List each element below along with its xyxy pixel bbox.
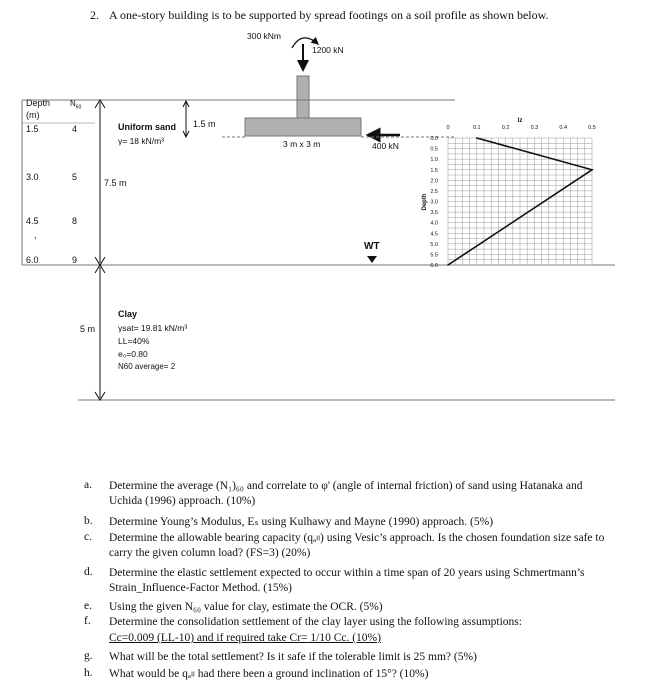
y-tick-label: 1.0 [430,157,438,164]
sand-thickness: 7.5 m [104,178,127,188]
x-tick-label: 0.3 [530,125,539,131]
y-tick-label: 5.0 [430,241,438,248]
n-row-1: 4 [72,124,78,134]
x-tick-label: 0.2 [501,125,510,131]
depth-header: Depth [26,98,51,108]
depth-unit: (m) [26,110,40,120]
iz-axis-label: Iz [517,118,523,124]
question-text: What will be the total settlement? Is it safe if the tolerable limit is 25 mm? (5%) [109,651,477,663]
question-letter: a. [84,479,92,491]
iz-point [447,264,449,266]
depth-row-3: 4.5 [26,216,39,226]
question-letter: c. [84,531,92,543]
horizontal-load-label: 400 kN [372,141,399,151]
question-letter: h. [84,667,93,679]
footing [245,118,361,136]
question-text: Cc=0.009 (LL-10) and if required take Cr= 1/10 Cc. (10%) [109,632,381,644]
x-tick-label: 0 [446,125,450,131]
question-letter: g. [84,650,93,662]
n-row-2: 5 [72,172,78,182]
footing-size-label: 3 m x 3 m [283,139,321,149]
depth-row-2: 3.0 [26,172,39,182]
iz-point [591,169,593,171]
question-text: Determine Young’s Modulus, Eₛ using Kulhawy and Mayne (1990) approach. (5%) [109,516,494,528]
y-tick-label: 4.5 [430,231,438,238]
y-tick-label: 2.0 [430,178,438,185]
iz-point [476,137,478,139]
axial-load-label: 1200 kN [312,45,344,55]
y-tick-label: 3.0 [430,199,438,206]
question-letter: d. [84,566,93,578]
question-text: Determine the average (N₁)₆₀ and correlate to φ' (angle of internal friction) of sand using Hatanaka and Uchida (1996) approach. (10%) [109,480,583,507]
question-text: Determine the elastic settlement expected to occur within a time span of 20 years using Schmertmann’s Strain_Influence-Factor Method. (15%) [109,567,585,594]
question-letter: e. [84,600,92,612]
y-tick-label: 2.5 [430,188,438,195]
question-text: Determine the allowable bearing capacity (qₐₗₗ) using Vesic’s approach. Is the chosen foundation size safe to carry the given column load? (FS=3) (20%) [109,532,605,559]
clay-ll: LL=40% [118,336,150,346]
depth-row-1: 1.5 [26,124,39,134]
question-text: What would be qₐₗₗ had there been a ground inclination of 15°? (10%) [109,668,429,680]
y-tick-label: 4.0 [430,220,438,227]
iz-chart [422,118,596,269]
question-letter: b. [84,515,93,527]
clay-gamma-sat: γsat= 19.81 kN/m³ [118,323,188,333]
sand-name: Uniform sand [118,122,177,132]
x-tick-label: 0.5 [588,125,596,131]
x-tick-label: 0.4 [559,125,568,131]
n60-header: $N_{60}$ [70,99,82,111]
depth-axis-label: Depth [422,193,428,211]
n-row-3: 8 [72,216,78,226]
clay-e0: e₀=0.80 [118,349,148,359]
question-text: Using the given N₆₀ value for clay, estimate the OCR. (5%) [109,601,383,613]
problem-statement: A one-story building is to be supported by spread footings on a soil profile as shown below. [109,8,549,22]
clay-n60: N60 average= 2 [118,362,176,371]
moment-label: 300 kNm [247,31,282,41]
y-tick-label: 5.5 [430,252,438,259]
y-tick-label: 6.0 [430,263,438,269]
question-letter: f. [84,615,91,627]
question-text: Determine the consolidation settlement of the clay layer using the following assumptions: [109,616,522,628]
clay-thickness: 5 m [80,324,96,334]
y-tick-label: 1.5 [430,167,438,174]
column [297,76,309,118]
problem-number: 2. [90,8,99,22]
sand-gamma: γ= 18 kN/m³ [118,136,165,146]
n-row-4: 9 [72,255,78,265]
tick-mark: , [34,230,37,240]
y-tick-label: 0.5 [430,146,438,153]
y-tick-label: 3.5 [430,210,438,217]
footing-depth-label: 1.5 m [193,119,216,129]
water-table-label: WT [364,241,380,252]
clay-name: Clay [118,309,138,319]
y-tick-label: 0.0 [430,136,438,142]
x-tick-label: 0.1 [472,125,481,131]
depth-row-4: 6.0 [26,255,39,265]
water-table-symbol [367,256,377,263]
